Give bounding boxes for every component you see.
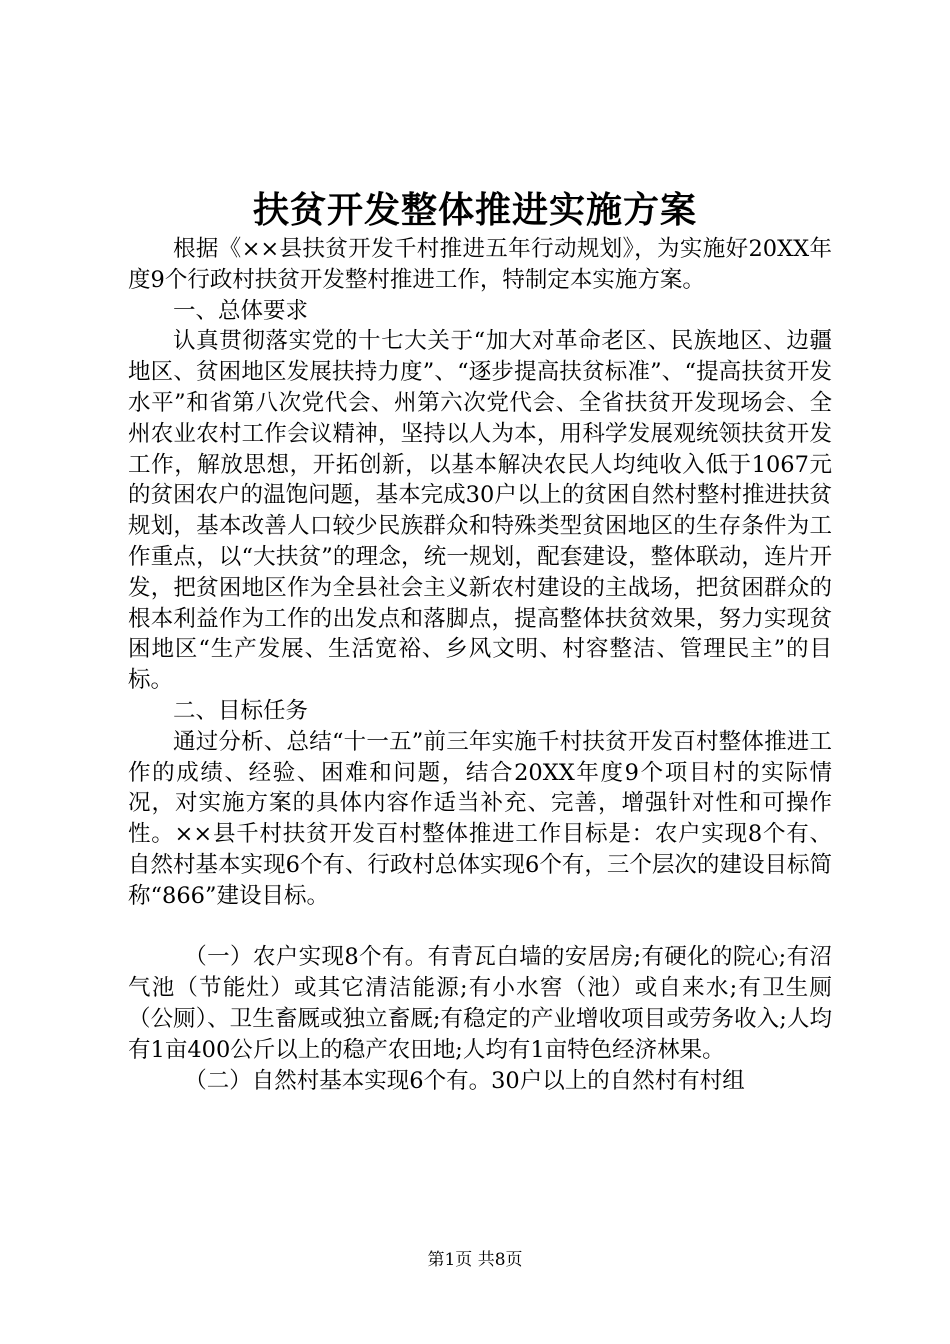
section-heading-general-requirements: 一、总体要求 <box>173 297 309 324</box>
paragraph-intro: 根据《××县扶贫开发千村推进五年行动规划》，为实施好20XX年度9个行政村扶贫开发整村推进工作，特制定本实施方案。 <box>128 236 832 293</box>
paragraph-village-goals: （二）自然村基本实现6个有。30户以上的自然村有村组 <box>184 1067 745 1094</box>
page-number: 第1页 共8页 <box>427 1250 523 1270</box>
paragraph-household-goals: （一）农户实现8个有。有青瓦白墙的安居房;有硬化的院心;有沼气池（节能灶）或其它清洁能源;有小水窖（池）或自来水;有卫生厕（公厕）、卫生畜厩或独立畜厩;有稳定的产业增收项目或劳务收入;人均有1亩400公斤以上的稳产农田地;人均有1亩特色经济林果。 <box>128 944 832 1063</box>
document-body <box>128 234 832 1096</box>
paragraph-general-requirements: 认真贯彻落实党的十七大关于“加大对革命老区、民族地区、边疆地区、贫困地区发展扶持力度”、“逐步提高扶贫标准”、“提高扶贫开发水平”和省第八次党代会、州第六次党代会、全省扶贫开发现场会、全州农业农村工作会议精神，坚持以人为本，用科学发展观统领扶贫开发工作，解放思想，开拓创新，以基本解决农民人均纯收入低于1067元的贫困农户的温饱问题，基本完成30户以上的贫困自然村整村推进扶贫规划，基本改善人口较少民族群众和特殊类型贫困地区的生存条件为工作重点，以“大扶贫”的理念，统一规划，配套建设，整体联动，连片开发，把贫困地区作为全县社会主义新农村建设的主战场，把贫困群众的根本利益作为工作的出发点和落脚点，提高整体扶贫效果，努力实现贫困地区“生产发展、生活宽裕、乡风文明、村容整洁、管理民主”的目标。 <box>128 328 832 694</box>
section-heading-target-tasks: 二、目标任务 <box>173 697 309 724</box>
paragraph-target-tasks: 通过分析、总结“十一五”前三年实施千村扶贫开发百村整体推进工作的成绩、经验、困难和问题，结合20XX年度9个项目村的实际情况，对实施方案的具体内容作适当补充、完善，增强针对性和可操作性。××县千村扶贫开发百村整体推进工作目标是：农户实现8个有、自然村基本实现6个有、行政村总体实现6个有，三个层次的建设目标简称“866”建设目标。 <box>128 728 832 909</box>
document-title: 扶贫开发整体推进实施方案 <box>252 189 697 231</box>
